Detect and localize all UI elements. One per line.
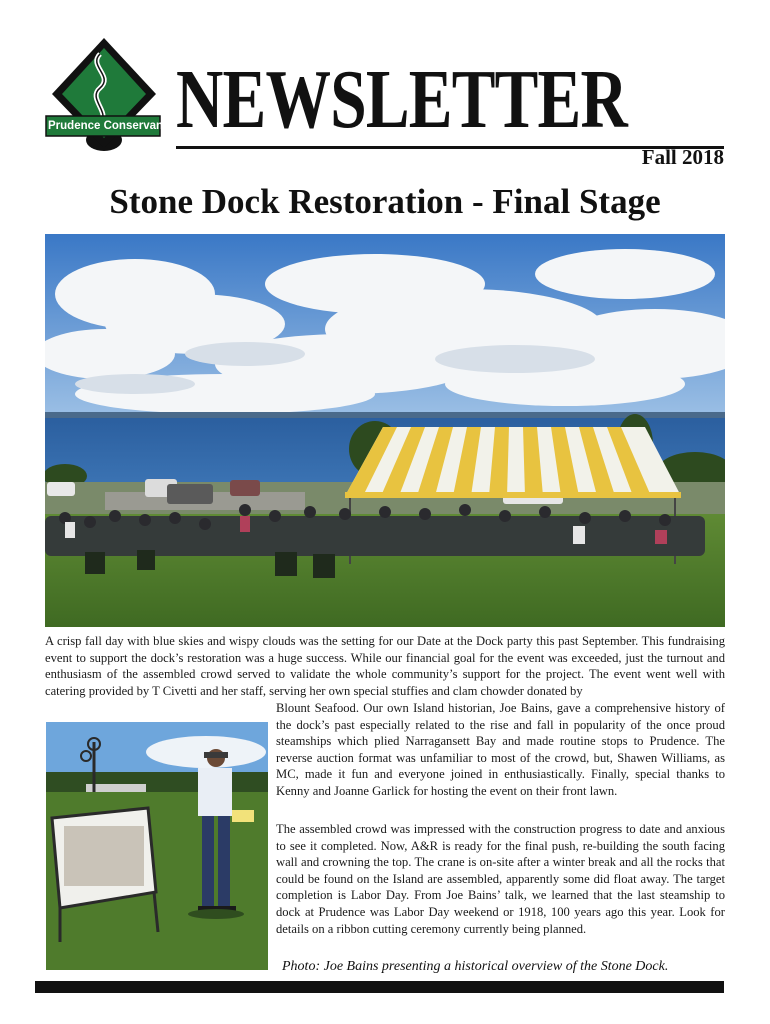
article-paragraph-2: The assembled crowd was impressed with the construction progress to date and anxious to see it completed. Now, A&R is ready for the final push, re-building the south facing wall and crowning the top. The crane is on-site after a winter break and all the rocks that could be found on the Island are assembled, apparently some did float away. The target completion is Labor Day. From Joe Bains’ talk, we learned that the last steamship to dock at Prudence was Labor Day weekend or 1918, 100 years ago this year. Look for details on a ribbon cutting ceremony currently being planned. xyxy=(276,822,725,936)
logo-label: Prudence Conservancy xyxy=(48,120,176,132)
issue-date: Fall 2018 xyxy=(641,145,724,169)
photo-caption: Photo: Joe Bains presenting a historical overview of the Stone Dock. xyxy=(282,959,669,974)
inset-photo-joe-bains xyxy=(46,722,268,970)
newsletter-title: NEWSLETTER xyxy=(176,53,628,146)
prudence-conservancy-logo xyxy=(44,36,176,154)
article-paragraph-1-continued: Blount Seafood. Our own Island historian, Joe Bains, gave a comprehensive history of the dock’s past especially related to the rise and fall in popularity of the once proud steamships which plied Narragansett Bay and made routine stops to Prudence. The reverse auction format was unfamiliar to most of the crowd, but, Shawen Williams, as MC, made it fun and everyone joined in enthusiastically. Finally, special thanks to Kenny and Joanne Garlick for hosting the event on their front lawn. xyxy=(276,701,725,798)
article-paragraph-1: A crisp fall day with blue skies and wispy clouds was the setting for our Date at the Dock party this past September. This fundraising event to support the dock’s restoration was a huge success. While our financial goal for the event was exceeded, just the turnout and enthusiasm of the assembled crowd served to validate the whole community’s support for the project. The event went well with catering provided by T Civetti and her staff, serving her own special stuffies and clam chowder donated by xyxy=(45,634,725,698)
hero-photo-dock-party xyxy=(45,234,725,627)
article-headline: Stone Dock Restoration - Final Stage xyxy=(109,182,661,221)
footer-rule xyxy=(35,981,724,993)
